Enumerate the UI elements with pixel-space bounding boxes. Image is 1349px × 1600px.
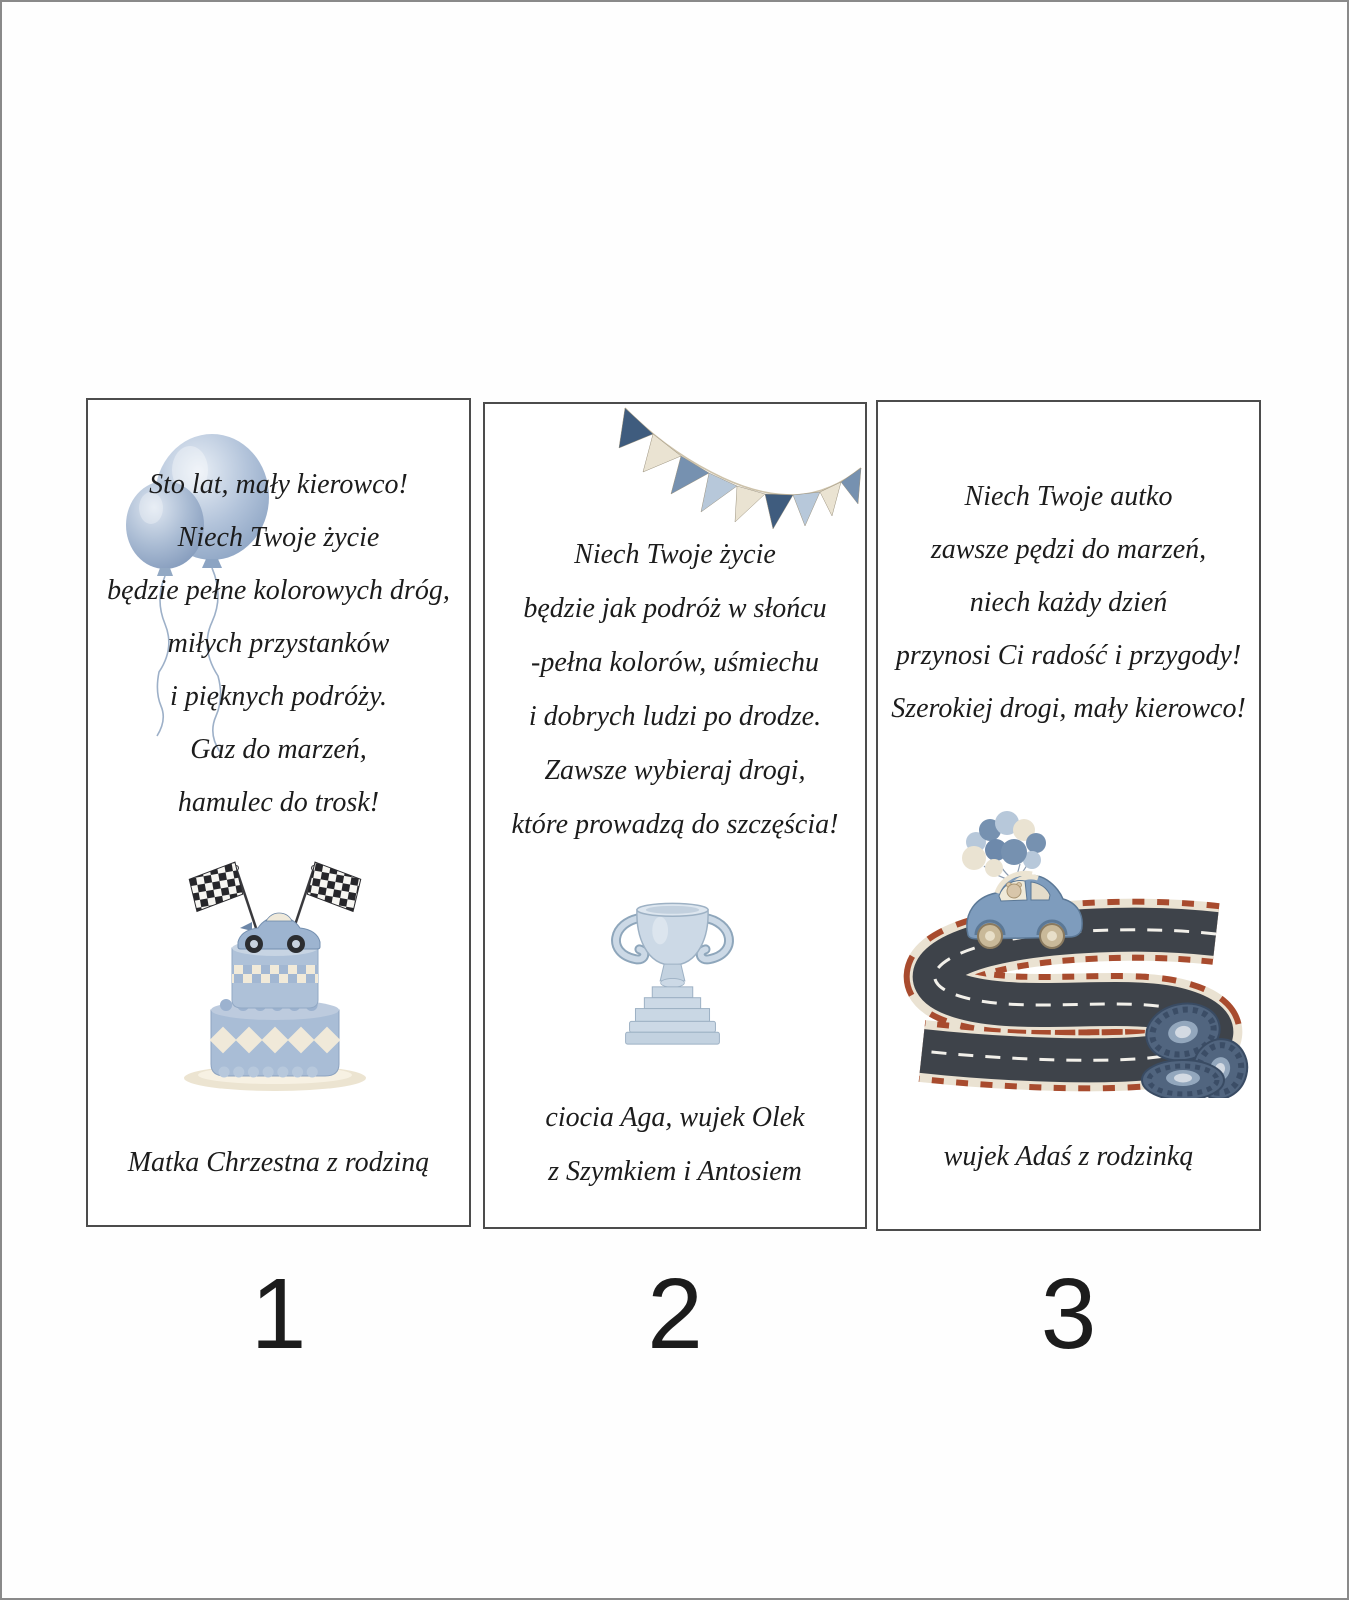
option-number-1: 1 — [250, 1258, 307, 1370]
signature-text — [88, 1136, 469, 1189]
option-number-2: 2 — [647, 1258, 703, 1370]
greeting-line: Zawsze wybieraj drogi, — [544, 755, 806, 786]
greeting-line: Szerokiej drogi, mały kierowco! — [891, 693, 1246, 724]
greeting-line: i dobrych ludzi po drodze. — [528, 701, 822, 732]
race-car-topper — [238, 913, 320, 953]
checkered-flag-left — [188, 862, 245, 912]
greeting-line: Gaz do marzeń, — [190, 734, 367, 765]
greeting-line: -pełna kolorów, uśmiechu — [531, 647, 819, 678]
greeting-text — [485, 528, 865, 852]
greeting-line: będzie pełne kolorowych dróg, — [107, 575, 450, 606]
greeting-line: Niech Twoje autko — [964, 481, 1173, 512]
greeting-line: Sto lat, mały kierowco! — [149, 469, 408, 500]
signature-line: Matka Chrzestna z rodziną — [127, 1147, 430, 1178]
balloon-car — [967, 856, 1082, 948]
greeting-line: zawsze pędzi do marzeń, — [930, 534, 1207, 565]
greeting-line: niech każdy dzień — [969, 587, 1168, 618]
greeting-line: i pięknych podróży. — [170, 681, 387, 712]
card-design-1 — [86, 398, 471, 1227]
signature-text — [878, 1130, 1259, 1183]
signature-line: ciocia Aga, wujek Olek — [545, 1102, 805, 1133]
signature-line: wujek Adaś z rodzinką — [943, 1141, 1194, 1172]
bunting-garland-illustration — [613, 402, 865, 535]
greeting-text — [88, 458, 469, 829]
balloon-bunch — [962, 811, 1046, 877]
greeting-line: Niech Twoje życie — [574, 539, 776, 570]
balloon-car-racetrack-illustration — [884, 808, 1256, 1098]
greeting-line: Niech Twoje życie — [177, 522, 380, 553]
card-design-3 — [876, 400, 1261, 1231]
greeting-line: które prowadzą do szczęścia! — [511, 809, 839, 840]
checkered-flag-right — [306, 862, 363, 912]
option-number-3: 3 — [1040, 1258, 1097, 1370]
trophy-cup-illustration — [605, 896, 740, 1054]
greeting-line: przynosi Ci radość i przygody! — [895, 640, 1242, 671]
signature-text — [485, 1091, 865, 1199]
card-design-2 — [483, 402, 867, 1229]
signature-line: z Szymkiem i Antosiem — [548, 1156, 802, 1187]
greeting-line: hamulec do trosk! — [177, 787, 380, 818]
greeting-line: będzie jak podróż w słońcu — [523, 593, 827, 624]
greeting-line: miłych przystanków — [167, 628, 390, 659]
greeting-text — [878, 470, 1259, 735]
race-cake-illustration — [180, 848, 370, 1098]
